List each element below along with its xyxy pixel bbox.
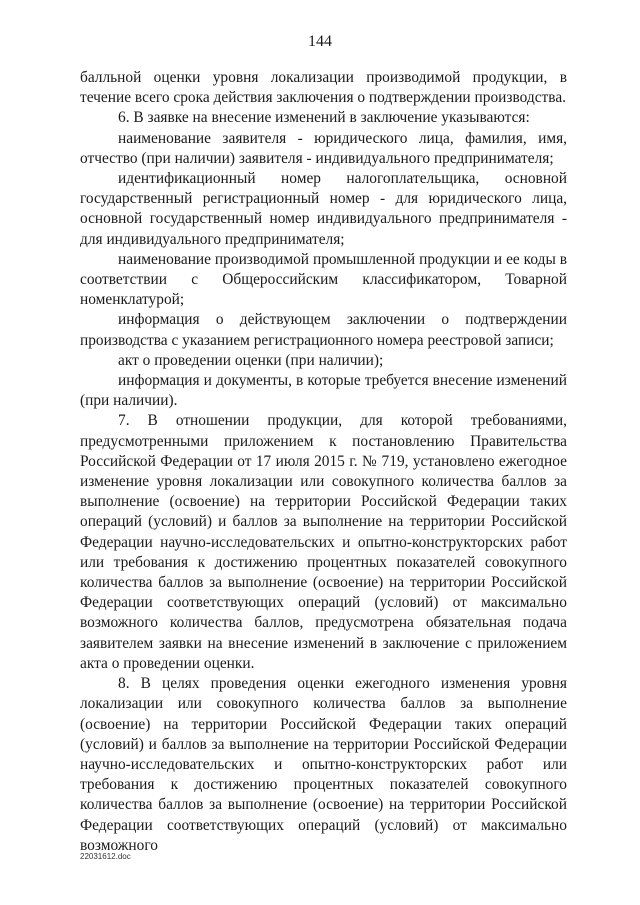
paragraph-item-6: 6. В заявке на внесение изменений в заключение указываются: <box>118 109 530 127</box>
document-body <box>80 68 567 856</box>
paragraph-product-name: наименование производимой промышленной продукции и ее коды в соответствии с Общероссийским классификатором, Товарной номенклатурой; <box>80 250 567 309</box>
paragraph-continuation: балльной оценки уровня локализации производимой продукции, в течение всего срока действия заключения о подтверждении производства. <box>80 69 567 107</box>
paragraph-assessment-act: акт о проведении оценки (при наличии); <box>118 351 384 369</box>
paragraph-conclusion-info: информация о действующем заключении о подтверждении производства с указанием регистрационного номера реестровой записи; <box>80 311 567 349</box>
paragraph-item-8: 8. В целях проведения оценки ежегодного изменения уровня локализации или совокупного количества баллов за выполнение (освоение) на территории Российской Федерации таких операций (условий) и баллов за выполнение на территории Российской Федерации научно-исследовательских и опытно-конструкторских работ или требования к достижению процентных показателей совокупного количества баллов за выполнение (освоение) на территории Российской Федерации соответствующих операций (условий) от максимально возможного <box>80 675 567 854</box>
paragraph-documents: информация и документы, в которые требуется внесение изменений (при наличии). <box>80 372 567 410</box>
page-number: 144 <box>308 33 332 50</box>
paragraph-item-7: 7. В отношении продукции, для которой требованиями, предусмотренными приложением к постановлению Правительства Российской Федерации от 17 июля 2015 г. № 719, установлено ежегодное изменение уровня локализации или совокупного количества баллов за выполнение (освоение) на территории Российской Федерации таких операций (условий) и баллов за выполнение на территории Российской Федерации научно-исследовательских и опытно-конструкторских работ или требования к достижению процентных показателей совокупного количества баллов за выполнение (освоение) на территории Российской Федерации соответствующих операций (условий) от максимально возможного количества баллов, предусмотрена обязательная подача заявителем заявки на внесение изменений в заключение с приложением акта о проведении оценки. <box>80 412 567 672</box>
paragraph-tax-id: идентификационный номер налогоплательщика, основной государственный регистрационный номер - для юридического лица, основной государственный номер индивидуального предпринимателя - для индивидуального предпринимателя; <box>80 170 567 248</box>
file-name-footer: 22031612.doc <box>80 852 131 861</box>
paragraph-applicant-name: наименование заявителя - юридического лица, фамилия, имя, отчество (при наличии) заявителя - индивидуального предпринимателя; <box>80 129 567 167</box>
